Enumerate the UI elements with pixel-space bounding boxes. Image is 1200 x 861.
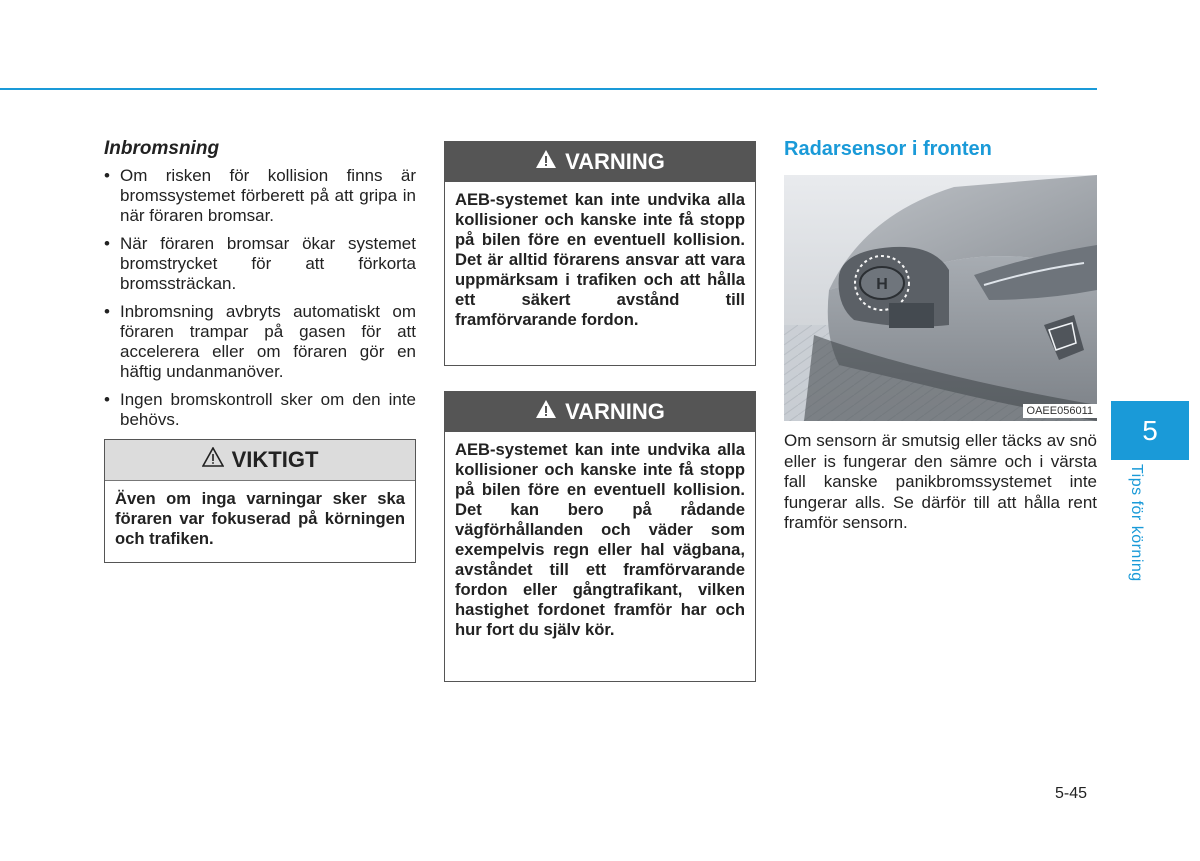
warning-header [445, 392, 755, 432]
warning-body: AEB-systemet kan inte undvika alla kollisioner och kanske inte få stopp på bilen före en eventuell kollision. Det kan bero på rådande vägförhållanden och väder som exempelvis regn eller hal vägbana, avståndet till ett framförvarande fordon eller gångtrafikant, vilken hastighet fordonet framför har och hur fort du själv kör. [455, 440, 745, 639]
warning-title: VARNING [565, 149, 665, 174]
bullet-list [104, 166, 416, 430]
warning-box [444, 391, 756, 682]
warning-triangle-outline-icon [202, 447, 224, 473]
important-notice-header [105, 440, 415, 481]
warning-triangle-icon [535, 149, 557, 175]
page-number: 5-45 [1055, 785, 1088, 802]
top-rule [0, 88, 1097, 90]
car-front-radar-image [784, 175, 1097, 421]
bullet-item: • Om risken för kollision finns är bromssystemet förberett på att gripa in när föraren bromsar. [104, 166, 416, 226]
chapter-title: Tips för körning [1128, 464, 1145, 582]
braking-section [104, 138, 416, 438]
important-notice-box [104, 439, 416, 563]
chapter-number-tab: 5 [1111, 401, 1189, 460]
important-notice-body: Även om inga varningar sker ska föraren var fokuserad på körningen och trafiken. [115, 489, 405, 548]
warning-triangle-icon [535, 399, 557, 425]
svg-text:H: H [876, 276, 888, 293]
warning-body: AEB-systemet kan inte undvika alla kollisioner och kanske inte få stopp på bilen före en eventuell kollision. Det är alltid förarens ansvar att vara uppmärksam i trafiken och att hålla ett säkert avstånd till framförvarande fordon. [455, 190, 745, 329]
bullet-item: • Inbromsning avbryts automatiskt om föraren trampar på gasen för att accelerera eller om föraren gör en häftig undanmanöver. [104, 302, 416, 382]
bullet-item: • När föraren bromsar ökar systemet bromstrycket för att förkorta bromssträckan. [104, 234, 416, 294]
warning-box [444, 141, 756, 366]
warning-title: VARNING [565, 399, 665, 424]
radar-section-text: Om sensorn är smutsig eller täcks av snö eller is fungerar den sämre och i värsta fall kanske panikbromssystemet inte fungerar alls. Se därför till att hålla rent framför sensorn. [784, 431, 1097, 532]
section-heading: Inbromsning [104, 138, 220, 159]
important-notice-title: VIKTIGT [231, 447, 319, 472]
radar-section-title: Radarsensor i fronten [784, 138, 992, 160]
warning-header [445, 142, 755, 182]
image-code-label: OAEE056011 [1023, 404, 1097, 418]
bullet-item: • Ingen bromskontroll sker om den inte behövs. [104, 390, 416, 430]
car-front-illustration [784, 175, 1097, 421]
